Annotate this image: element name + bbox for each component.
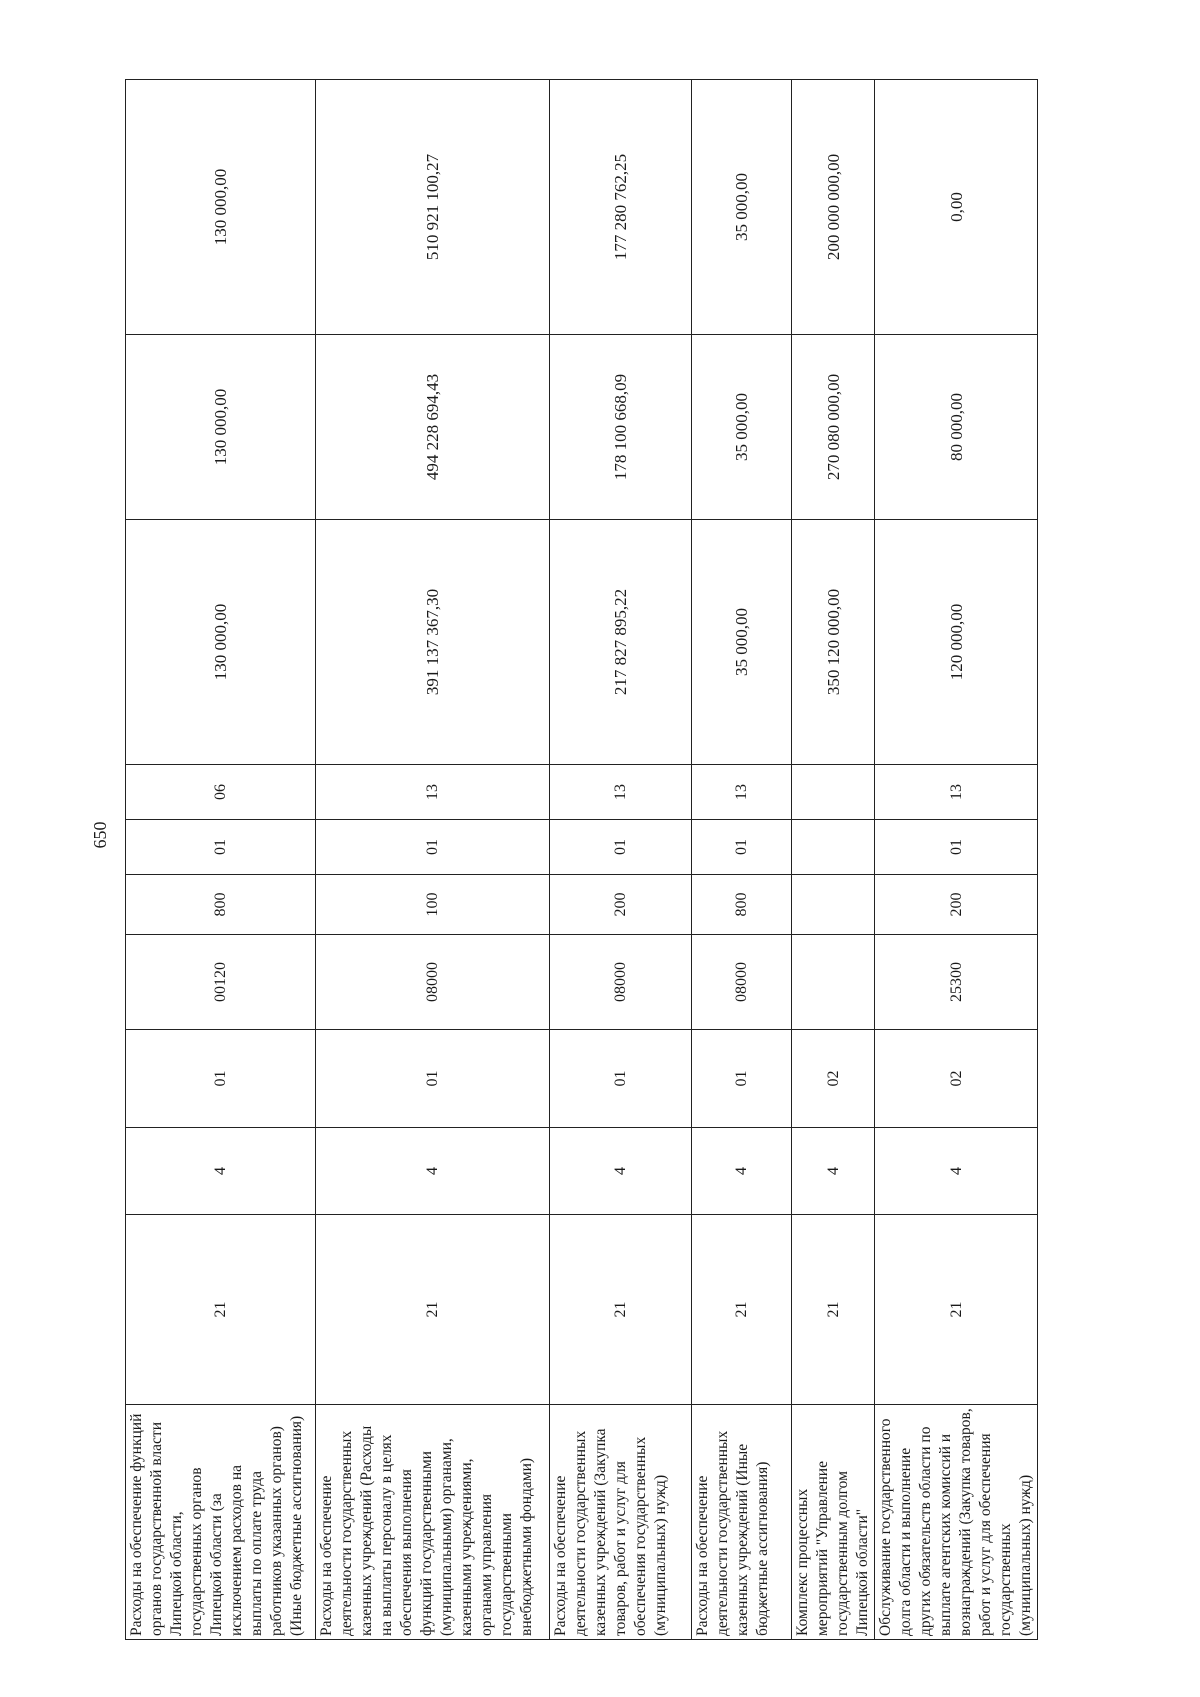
cell-direction: 08000	[550, 935, 692, 1030]
cell-subsection: 13	[550, 765, 692, 820]
cell-expense-type: 200	[550, 875, 692, 935]
cell-value-3: 130 000,00	[126, 80, 316, 335]
cell-event: 02	[792, 1030, 875, 1128]
cell-value-1: 350 120 000,00	[792, 520, 875, 765]
budget-table	[125, 79, 1038, 1640]
cell-subsection: 06	[126, 765, 316, 820]
cell-value-2: 270 080 000,00	[792, 335, 875, 520]
cell-subsection	[792, 765, 875, 820]
cell-direction: 08000	[316, 935, 550, 1030]
cell-direction: 25300	[875, 935, 1038, 1030]
cell-program: 21	[875, 1215, 1038, 1405]
cell-subprogram: 4	[316, 1128, 550, 1215]
cell-value-3: 200 000 000,00	[792, 80, 875, 335]
cell-event: 02	[875, 1030, 1038, 1128]
cell-expense-type: 100	[316, 875, 550, 935]
row-name: Комплекс процессных мероприятий "Управление государственным долгом Липецкой области"	[792, 1405, 875, 1640]
cell-value-1: 120 000,00	[875, 520, 1038, 765]
cell-value-1: 217 827 895,22	[550, 520, 692, 765]
row-name: Расходы на обеспечение функций органов государственной власти Липецкой области, государственных органов Липецкой области (за исключением расходов на выплаты по оплате труда работников указанных органов) (Иные бюджетные ассигнования)	[126, 1405, 316, 1640]
cell-section: 01	[875, 820, 1038, 875]
cell-program: 21	[792, 1215, 875, 1405]
cell-section: 01	[316, 820, 550, 875]
rotated-page	[70, 70, 1130, 1650]
cell-direction: 08000	[692, 935, 792, 1030]
cell-program: 21	[550, 1215, 692, 1405]
cell-value-2: 80 000,00	[875, 335, 1038, 520]
cell-program: 21	[316, 1215, 550, 1405]
cell-expense-type: 800	[692, 875, 792, 935]
table-row	[316, 80, 550, 1640]
table-row	[692, 80, 792, 1640]
row-name: Расходы на обеспечение деятельности государственных казенных учреждений (Иные бюджетные ассигнования)	[692, 1405, 792, 1640]
cell-event: 01	[126, 1030, 316, 1128]
page-number: 650	[90, 821, 110, 849]
cell-expense-type: 200	[875, 875, 1038, 935]
cell-value-2: 35 000,00	[692, 335, 792, 520]
cell-program: 21	[126, 1215, 316, 1405]
cell-value-3: 510 921 100,27	[316, 80, 550, 335]
cell-event: 01	[692, 1030, 792, 1128]
cell-section: 01	[692, 820, 792, 875]
cell-value-2: 130 000,00	[126, 335, 316, 520]
cell-expense-type	[792, 875, 875, 935]
cell-value-3: 0,00	[875, 80, 1038, 335]
row-name: Расходы на обеспечение деятельности государственных казенных учреждений (Расходы на выплаты персоналу в целях обеспечения выполнения функций государственными (муниципальными) органами, казенными учреждениями, органами управления государственными внебюджетными фондами)	[316, 1405, 550, 1640]
cell-value-3: 35 000,00	[692, 80, 792, 335]
cell-subsection: 13	[875, 765, 1038, 820]
cell-section: 01	[550, 820, 692, 875]
cell-subprogram: 4	[550, 1128, 692, 1215]
cell-subprogram: 4	[126, 1128, 316, 1215]
cell-value-1: 130 000,00	[126, 520, 316, 765]
cell-section	[792, 820, 875, 875]
cell-value-3: 177 280 762,25	[550, 80, 692, 335]
row-name: Обслуживание государственного долга области и выполнение других обязательств области по выплате агентских комиссий и вознаграждений (Закупка товаров, работ и услуг для обеспечения государственных (муниципальных) нужд)	[875, 1405, 1038, 1640]
cell-event: 01	[550, 1030, 692, 1128]
table-row	[875, 80, 1038, 1640]
cell-subprogram: 4	[792, 1128, 875, 1215]
cell-value-2: 178 100 668,09	[550, 335, 692, 520]
cell-subprogram: 4	[692, 1128, 792, 1215]
cell-event: 01	[316, 1030, 550, 1128]
row-name: Расходы на обеспечение деятельности государственных казенных учреждений (Закупка товаров, работ и услуг для обеспечения государственных (муниципальных) нужд)	[550, 1405, 692, 1640]
cell-subsection: 13	[692, 765, 792, 820]
cell-program: 21	[692, 1215, 792, 1405]
table-row	[550, 80, 692, 1640]
cell-value-2: 494 228 694,43	[316, 335, 550, 520]
table-row	[792, 80, 875, 1640]
cell-direction: 00120	[126, 935, 316, 1030]
cell-expense-type: 800	[126, 875, 316, 935]
table-row	[126, 80, 316, 1640]
cell-value-1: 35 000,00	[692, 520, 792, 765]
cell-section: 01	[126, 820, 316, 875]
cell-direction	[792, 935, 875, 1030]
cell-value-1: 391 137 367,30	[316, 520, 550, 765]
cell-subsection: 13	[316, 765, 550, 820]
cell-subprogram: 4	[875, 1128, 1038, 1215]
